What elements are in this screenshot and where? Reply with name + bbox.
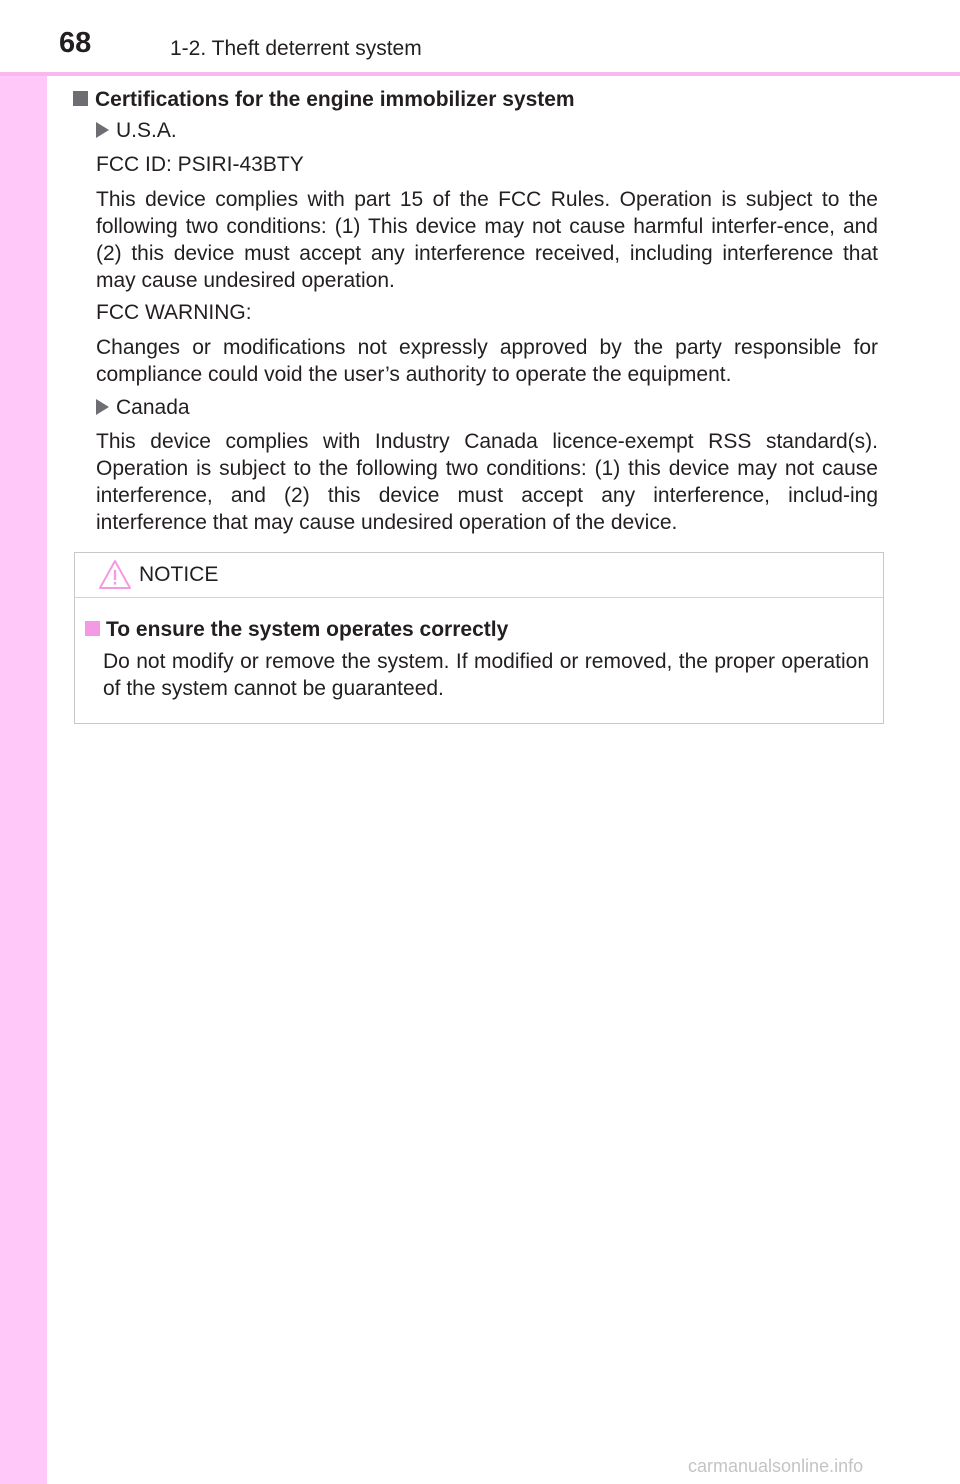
canada-label: Canada <box>116 396 190 419</box>
section-heading <box>73 86 575 114</box>
square-bullet-icon <box>85 621 100 636</box>
page-number: 68 <box>59 27 92 59</box>
notice-box <box>74 552 884 724</box>
canada-subheading <box>96 394 190 422</box>
header-band <box>0 0 960 72</box>
watermark: carmanualsonline.info <box>688 1456 864 1476</box>
fcc-warning-text: Changes or modifications not expressly approved by the party responsible for compliance could void the user’s authority to operate the equipment. <box>96 336 878 386</box>
section-heading-text: Certifications for the engine immobilizer system <box>95 88 575 111</box>
fcc-id: FCC ID: PSIRI-43BTY <box>96 153 304 176</box>
triangle-bullet-icon <box>96 122 109 138</box>
square-bullet-icon <box>73 91 88 106</box>
notice-divider <box>75 597 883 598</box>
notice-text: Do not modify or remove the system. If modified or removed, the proper operation of the system cannot be guaranteed. <box>103 650 869 700</box>
notice-heading-text: To ensure the system operates correctly <box>106 618 509 641</box>
usa-subheading <box>96 117 177 145</box>
warning-triangle-icon <box>98 559 132 591</box>
header-rule <box>0 72 960 76</box>
triangle-bullet-icon <box>96 399 109 415</box>
notice-heading <box>85 616 508 644</box>
section-title: 1-2. Theft deterrent system <box>170 37 422 60</box>
side-color-band <box>0 0 47 1484</box>
usa-statement: This device complies with part 15 of the FCC Rules. Operation is subject to the following two conditions: (1) This device may not cause harmful interfer-ence, and (2) this device must accept any interference received, including interference that may cause undesired operation. <box>96 188 878 292</box>
fcc-warning-label: FCC WARNING: <box>96 301 252 324</box>
notice-label: NOTICE <box>139 563 219 586</box>
usa-label: U.S.A. <box>116 119 177 142</box>
canada-statement: This device complies with Industry Canada licence-exempt RSS standard(s). Operation is subject to the following two conditions: (1) this device may not cause interference, and (2) this device must accept any interference, includ-ing interference that may cause undesired operation of the device. <box>96 430 878 534</box>
